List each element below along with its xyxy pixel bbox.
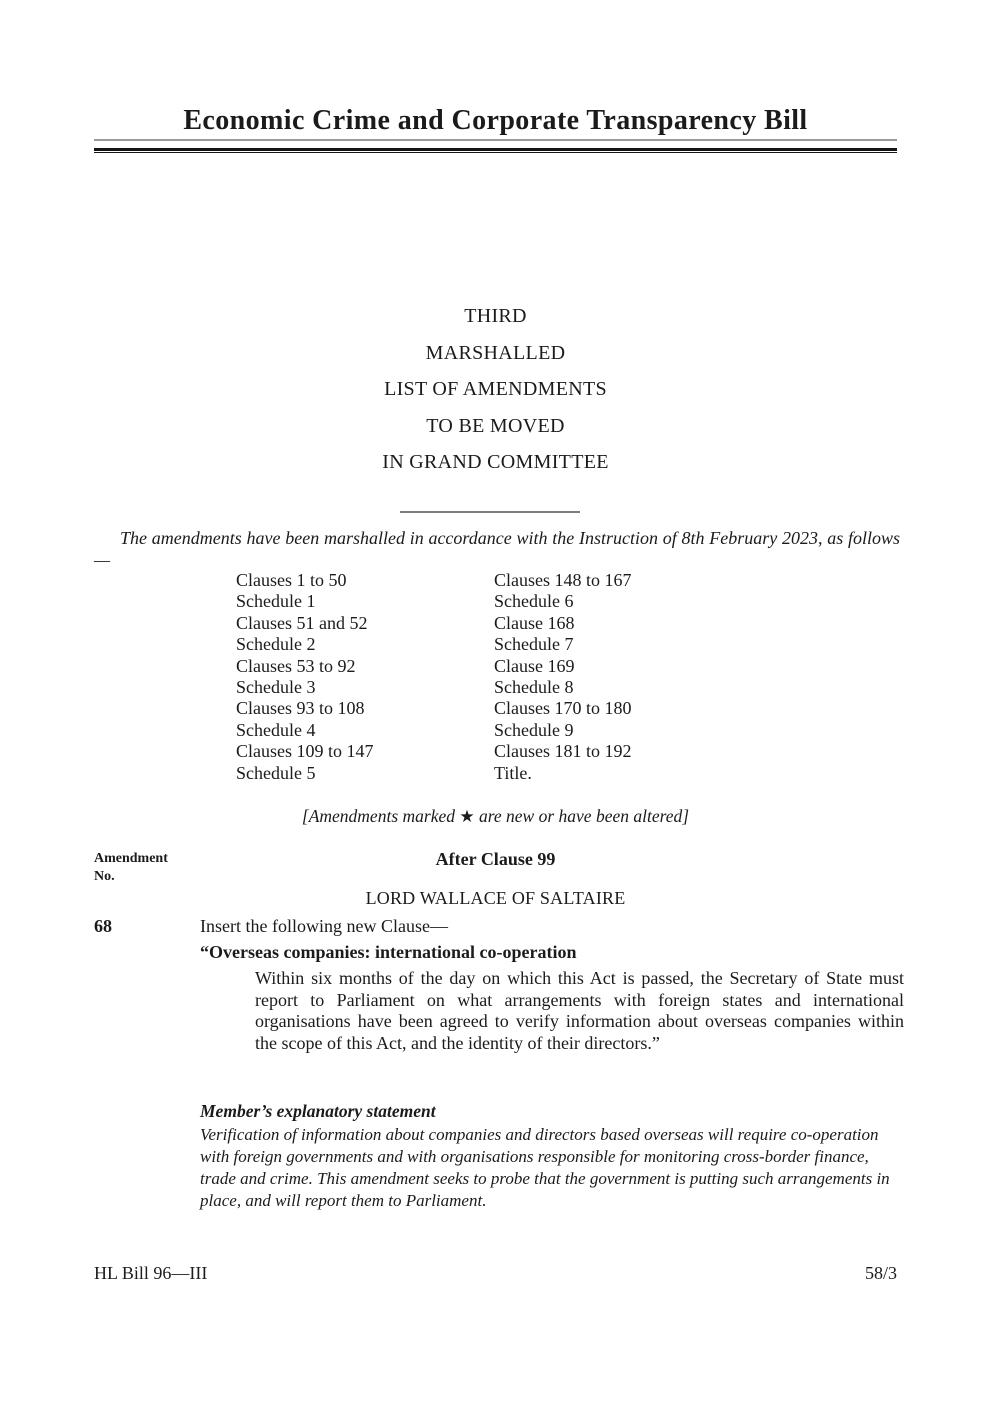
heading-line: IN GRAND COMMITTEE [382,451,609,473]
marshalling-item: Clauses 93 to 108 [236,698,365,719]
title-rule-thin [94,152,897,153]
new-clause-title: “Overseas companies: international co-operation [200,942,577,962]
marshalling-item: Clauses 53 to 92 [236,655,356,676]
new-clause-body: Within six months of the day on which this Act is passed, the Secretary of State must report to Parliament on what arrangements with foreign states and international organisations have been agreed to verify information about overseas companies within the scope of this Act, and the identity of their directors.” [255,968,904,1053]
amendment-label-line: No. [94,869,115,884]
footer-bill-reference: HL Bill 96—III [94,1263,208,1283]
marshalling-item: Schedule 5 [236,762,316,783]
marshalling-column-2 [494,570,632,784]
marshalling-item: Schedule 8 [494,677,574,698]
amendment-number: 68 [94,916,112,936]
explanatory-statement [200,1100,899,1212]
marshalling-item: Clause 168 [494,612,575,633]
explanatory-statement-heading: Member’s explanatory statement [200,1101,436,1121]
footer-page-reference: 58/3 [864,1263,897,1283]
title-rule-gray [94,139,897,141]
heading-line: TO BE MOVED [426,414,565,437]
marshalling-note: The amendments have been marshalled in accordance with the Instruction of 8th February 2023, as follows— [94,528,900,570]
title-rule-thick [94,148,897,151]
marshalling-item: Clause 169 [494,655,575,676]
amendment-label-line: Amendment [94,851,168,866]
after-clause-heading: After Clause 99 [435,849,556,869]
marshalling-item: Schedule 2 [236,634,316,655]
star-note-prefix: [Amendments marked [301,806,460,826]
marshalling-item: Clauses 109 to 147 [236,741,374,762]
marshalling-item: Schedule 9 [494,719,574,740]
heading-line: MARSHALLED [425,341,566,364]
marshalling-item: Clauses 181 to 192 [494,741,632,762]
marshalling-item: Clauses 51 and 52 [236,612,368,633]
marshalling-item: Schedule 4 [236,719,316,740]
document-title: Economic Crime and Corporate Transparency Bill [183,105,808,136]
document-headings [94,304,897,487]
marshalling-item: Schedule 1 [236,591,316,612]
section-separator-rule [400,511,580,513]
heading-line: LIST OF AMENDMENTS [384,378,607,400]
explanatory-statement-body: Verification of information about companies and directors based overseas will require co-operation with foreign governments and with organisations responsible for monitoring cross-border finance, trade and crime. This amendment seeks to probe that the government is putting such arrangements in place, and will report them to Parliament. [200,1125,890,1210]
mover-name: LORD WALLACE OF SALTAIRE [365,888,626,908]
marshalling-item: Title. [494,762,532,783]
marshalling-item: Schedule 6 [494,591,574,612]
title-block [94,104,897,153]
marshalling-item: Clauses 148 to 167 [494,570,632,590]
page-footer [94,1263,897,1284]
marshalling-item: Schedule 3 [236,677,316,698]
marshalling-item: Clauses 1 to 50 [236,570,347,590]
star-note-suffix: are new or have been altered] [474,806,690,826]
marshalling-column-1 [236,570,374,784]
star-icon: ★ [459,807,475,826]
amendment-instruction: Insert the following new Clause— [200,916,448,936]
marshalling-item: Clauses 170 to 180 [494,698,632,719]
marshalling-item: Schedule 7 [494,634,574,655]
heading-line: THIRD [464,305,527,327]
star-legend-note [94,806,897,827]
